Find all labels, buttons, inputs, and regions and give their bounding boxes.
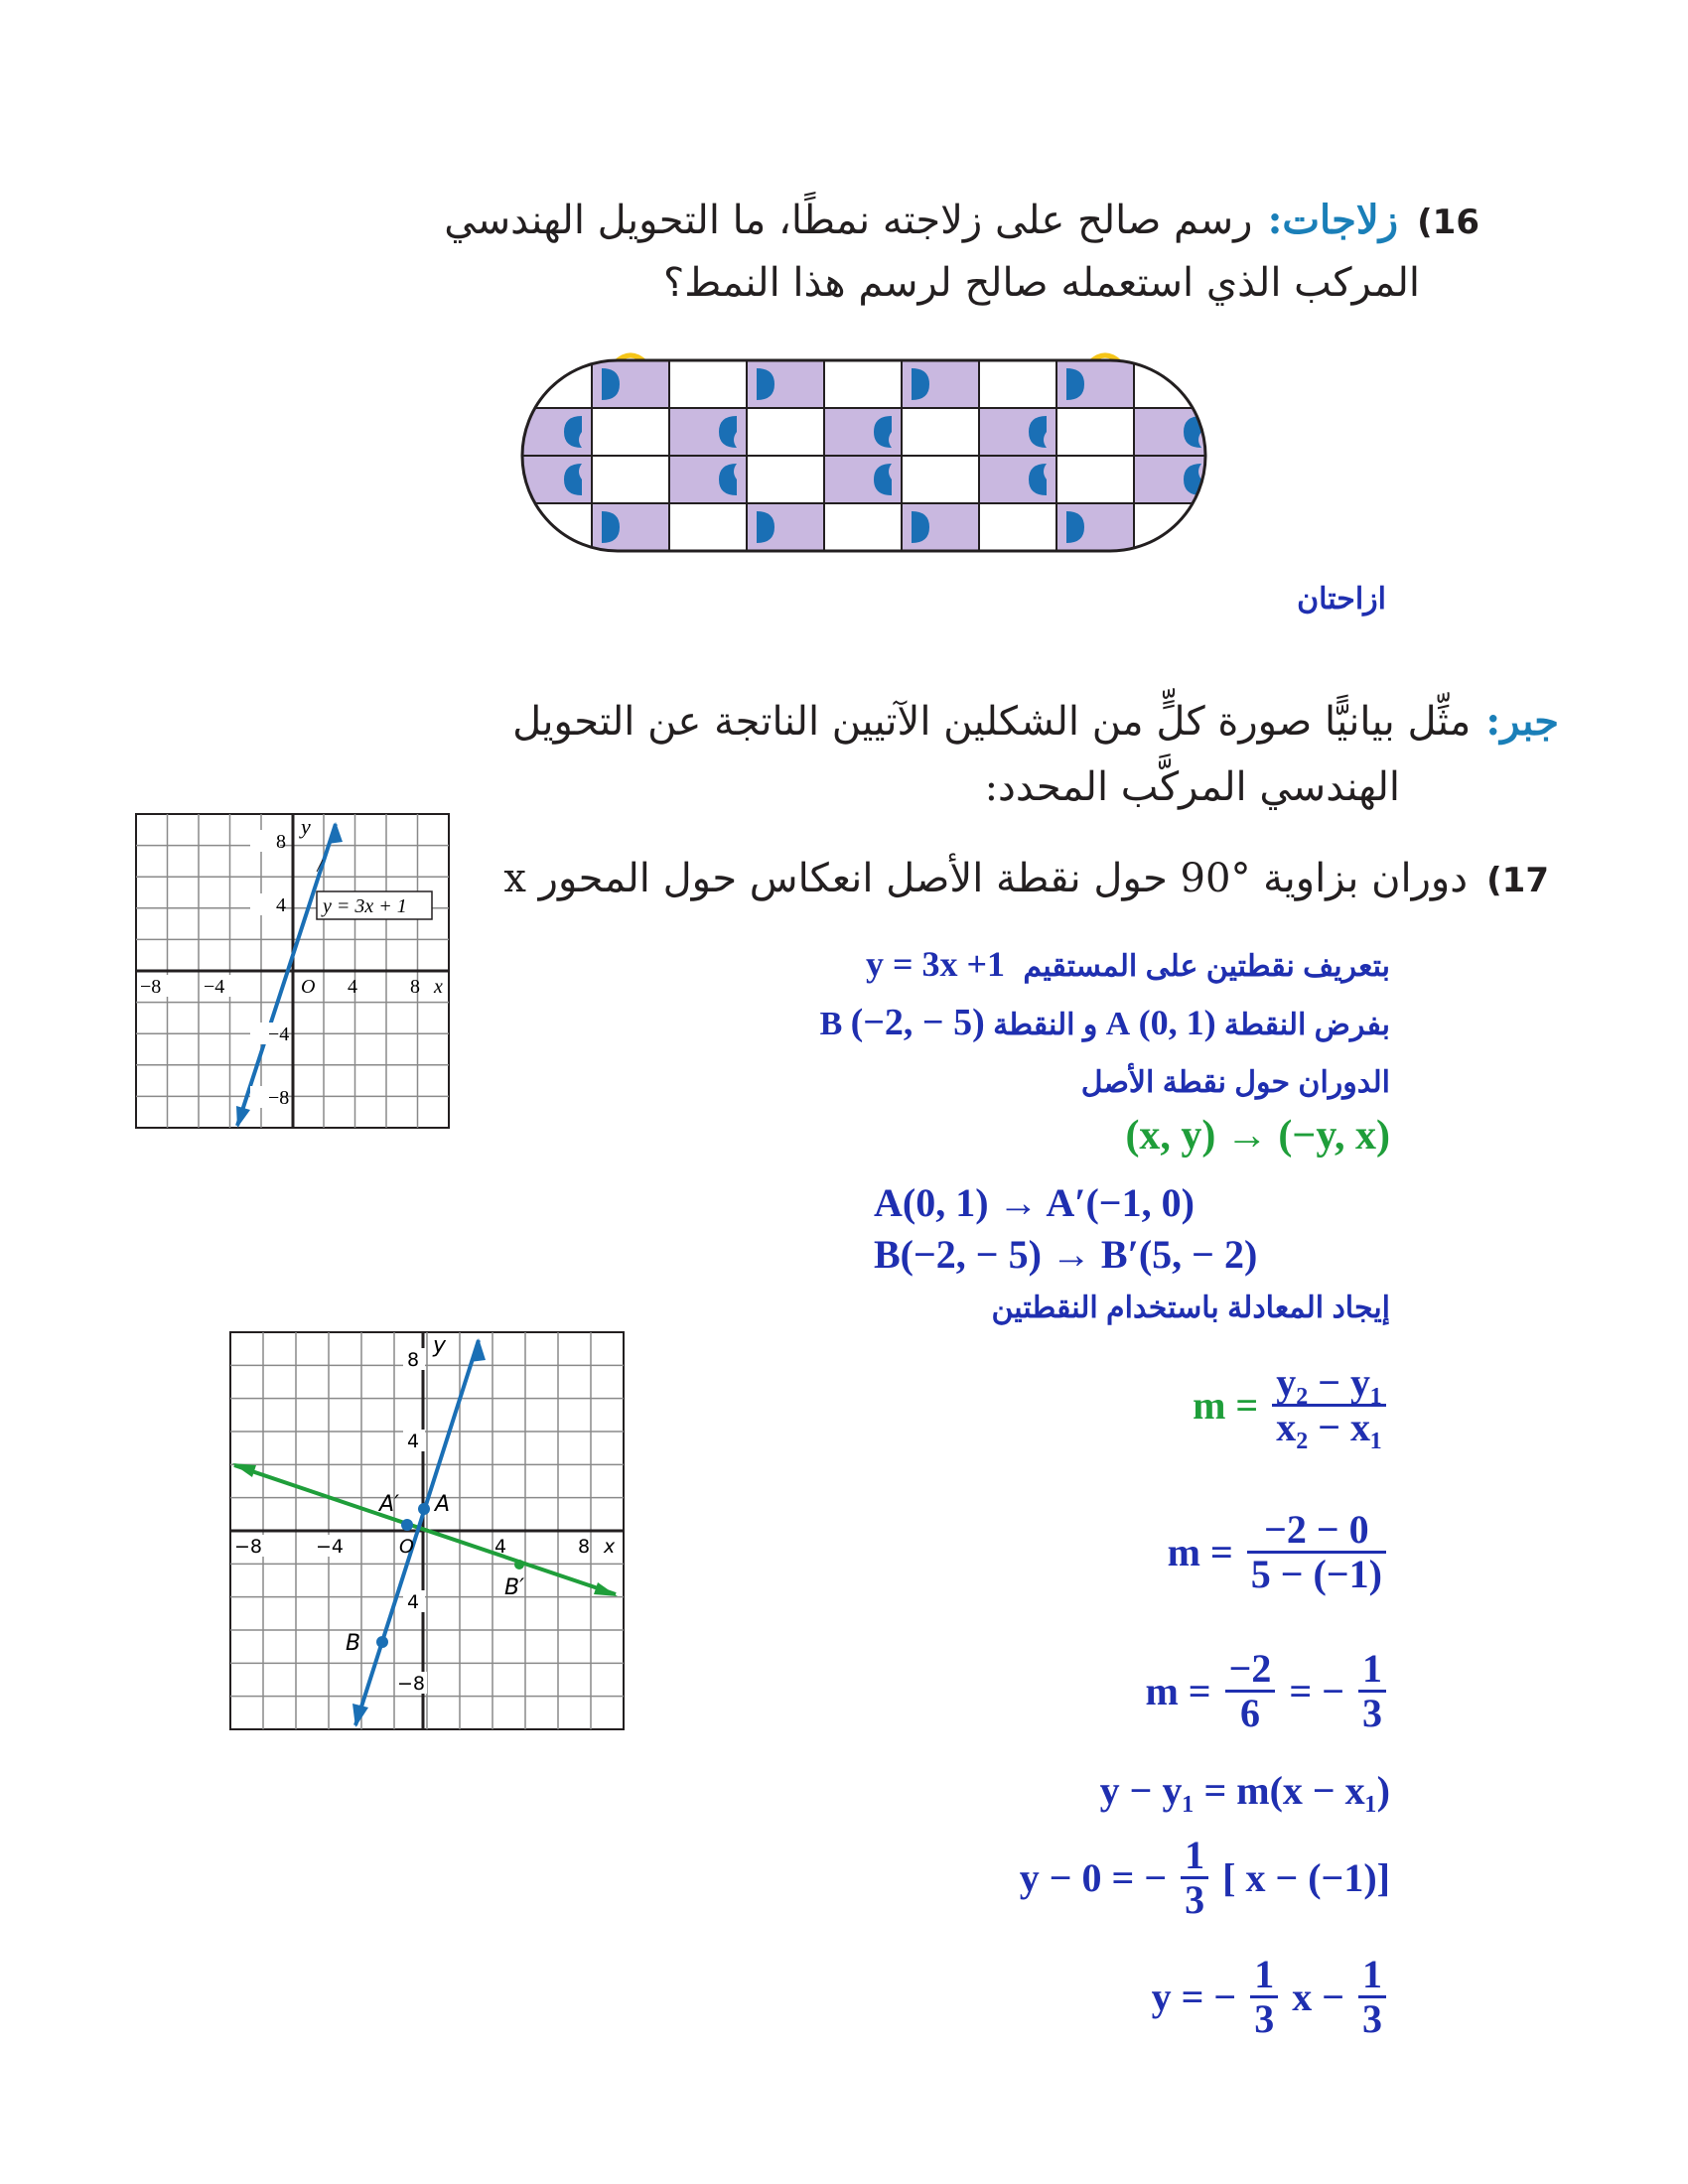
pattern-cell xyxy=(592,456,669,503)
final-fraction-2 xyxy=(1358,1954,1386,2040)
g2-xtick-4: 4 xyxy=(494,1536,507,1558)
slope-den: x₂ − x₁ xyxy=(1276,1405,1382,1449)
sol-assume-a-coords: (0, 1) xyxy=(1138,1003,1216,1042)
g1-xtick-4: 4 xyxy=(348,976,357,998)
g2-origin: O xyxy=(399,1536,414,1558)
sub-num: 1 xyxy=(1181,1835,1208,1879)
label-b-prime: B′ xyxy=(504,1575,525,1600)
point-b xyxy=(376,1636,388,1648)
g1-ytick-neg4: −4 xyxy=(268,1024,290,1045)
pattern-cell xyxy=(902,456,979,503)
step1-num: −2 − 0 xyxy=(1247,1509,1386,1554)
intro-label: جبر: xyxy=(1485,698,1559,745)
pattern-cell xyxy=(824,360,902,408)
sol-assume xyxy=(596,1001,1390,1044)
q16-line1 xyxy=(377,197,1479,243)
g2-xlabel: x xyxy=(604,1536,616,1558)
final-den1: 3 xyxy=(1254,1996,1275,2041)
step1-den: 5 − (−1) xyxy=(1250,1552,1382,1596)
point-b-prime xyxy=(514,1560,524,1570)
pattern-cell xyxy=(979,360,1056,408)
g2-ylabel: y xyxy=(433,1333,447,1358)
label-a: A xyxy=(435,1492,451,1517)
g1-xtick-8: 8 xyxy=(410,976,420,998)
pattern-cell xyxy=(747,456,824,503)
intro-line1 xyxy=(457,698,1559,745)
pattern-cell xyxy=(592,408,669,456)
q16-text1: رسم صالح على زلاجته نمطًا، ما التحويل الهندسي xyxy=(444,198,1253,243)
q16-text2: المركب الذي استعمله صالح لرسم هذا النمط؟ xyxy=(663,260,1420,306)
pattern-cell xyxy=(824,503,902,551)
g2-xtick-neg4: −4 xyxy=(316,1536,345,1558)
g1-ylabel: y xyxy=(301,814,311,839)
sol-step2 xyxy=(1072,1648,1390,1734)
equation-label: y = 3x + 1 xyxy=(323,895,407,917)
pattern-cell xyxy=(1056,408,1134,456)
sol-step1 xyxy=(1092,1509,1390,1595)
g2-ytick-8: 8 xyxy=(407,1349,420,1371)
pattern-cell xyxy=(979,503,1056,551)
step2-lhs: m = xyxy=(1145,1669,1211,1713)
g1-xtick-neg4: −4 xyxy=(204,976,225,998)
intro-text2: الهندسي المركَّب المحدد: xyxy=(984,764,1400,810)
intro-text1: مثِّل بيانيًّا صورة كلٍّ من الشكلين الآتيين الناتجة عن التحويل xyxy=(512,699,1472,745)
sol-assume-a: A xyxy=(1105,1006,1131,1042)
sol-assume-and: و النقطة xyxy=(993,1009,1098,1041)
q17-line xyxy=(467,856,1549,901)
sol-find-eq-title: إيجاد المعادلة باستخدام النقطتين xyxy=(991,1292,1390,1324)
sol-assume-text: بفرض النقطة xyxy=(1223,1009,1390,1041)
sol-define xyxy=(635,943,1390,985)
sol-assume-b: B xyxy=(819,1006,843,1042)
step2-num: −2 xyxy=(1225,1648,1276,1693)
g1-xtick-neg8: −8 xyxy=(140,976,162,998)
sub-lhs: y − 0 = − xyxy=(1019,1855,1168,1900)
q17-text: دوران بزاوية °90 حول نقطة الأصل انعكاس حول المحور x xyxy=(503,856,1469,901)
label-b: B xyxy=(346,1631,361,1656)
pattern-cell xyxy=(747,408,824,456)
g2-ytick-neg4: 4 xyxy=(407,1591,420,1613)
g2-ytick-4: 4 xyxy=(407,1431,420,1452)
point-a-prime xyxy=(401,1519,413,1531)
sol-define-text: بتعريف نقطتين على المستقيم xyxy=(1023,950,1390,983)
g1-ytick-neg8: −8 xyxy=(268,1087,290,1109)
sol-rotation-title: الدوران حول نقطة الأصل xyxy=(1080,1066,1390,1099)
step2-rden: 3 xyxy=(1362,1691,1382,1735)
sol-rotation-rule: (x, y) → (−y, x) xyxy=(1125,1113,1390,1159)
step1-fraction xyxy=(1247,1509,1386,1595)
g2-xtick-neg8: −8 xyxy=(234,1536,263,1558)
graph-original-line xyxy=(134,812,452,1132)
g1-ytick-4: 4 xyxy=(276,894,286,916)
sol-substitution xyxy=(914,1835,1390,1921)
step1-lhs: m = xyxy=(1167,1530,1233,1574)
step2-eq: = − xyxy=(1289,1669,1344,1713)
sol-slope-formula xyxy=(1132,1362,1390,1448)
sol-point-slope: y − y₁ = m(x − x₁) xyxy=(1099,1768,1390,1813)
q16-number: 16) xyxy=(1417,203,1479,242)
g1-origin: O xyxy=(301,976,316,998)
graph-image-lines xyxy=(228,1330,628,1733)
point-a xyxy=(418,1503,430,1515)
pattern-cell xyxy=(669,503,747,551)
final-fraction-1 xyxy=(1250,1954,1278,2040)
step2-rnum: 1 xyxy=(1358,1648,1386,1693)
final-num2: 1 xyxy=(1358,1954,1386,1998)
step2-den: 6 xyxy=(1240,1691,1260,1735)
step2-result-fraction xyxy=(1358,1648,1386,1734)
g2-ytick-neg8: −8 xyxy=(397,1673,426,1695)
slope-lhs: m = xyxy=(1193,1383,1259,1428)
q16-label: زلاجات: xyxy=(1267,197,1399,243)
pattern-cell xyxy=(1056,456,1134,503)
sub-rhs: [ x − (−1)] xyxy=(1222,1855,1390,1900)
slope-fraction xyxy=(1272,1362,1386,1448)
final-mid: x − xyxy=(1292,1975,1344,2019)
sub-fraction xyxy=(1181,1835,1208,1921)
sol-define-eq: y = 3x +1 xyxy=(866,944,1006,984)
sol-final xyxy=(1053,1954,1390,2040)
final-num1: 1 xyxy=(1250,1954,1278,1998)
pattern-cell xyxy=(902,408,979,456)
sol-assume-b-coords: (−2, − 5) xyxy=(850,1002,985,1043)
skateboard-pattern xyxy=(516,342,1211,561)
q17-number: 17) xyxy=(1486,861,1549,900)
g1-xlabel: x xyxy=(434,976,443,998)
g1-ytick-8: 8 xyxy=(276,831,286,853)
sub-den: 3 xyxy=(1185,1877,1205,1922)
pattern-cell xyxy=(669,360,747,408)
sol-map-a: A(0, 1) → A′(−1, 0) xyxy=(874,1180,1195,1225)
final-den2: 3 xyxy=(1362,1996,1382,2041)
slope-num: y₂ − y₁ xyxy=(1272,1362,1386,1407)
label-a-prime: A′ xyxy=(379,1492,400,1517)
step2-fraction xyxy=(1225,1648,1276,1734)
final-lhs: y = − xyxy=(1151,1975,1237,2019)
sol-map-b: B(−2, − 5) → B′(5, − 2) xyxy=(874,1232,1258,1277)
g2-xtick-8: 8 xyxy=(578,1536,591,1558)
q16-answer: ازاحتان xyxy=(1297,583,1386,615)
